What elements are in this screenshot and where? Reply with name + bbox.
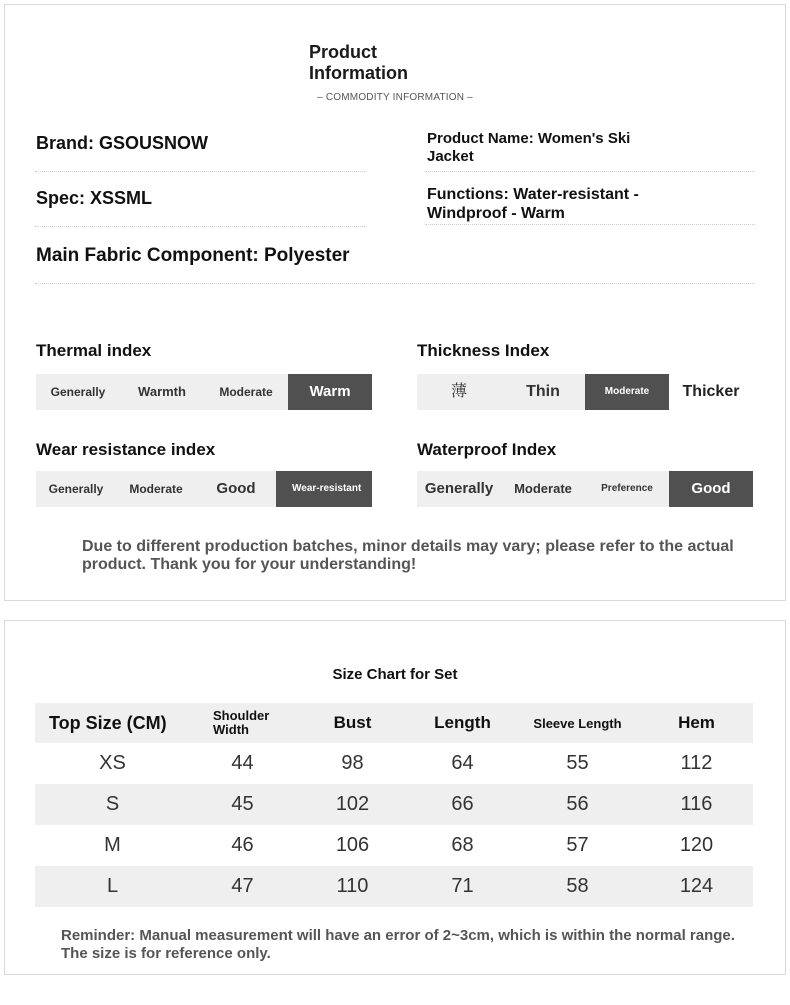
thickness-option-moderate-selected: Moderate: [585, 374, 669, 410]
cell-length: 64: [451, 752, 474, 774]
cell-hem: 116: [680, 793, 713, 815]
size-chart-title: Size Chart for Set: [332, 666, 458, 683]
wear-option-wear-resistant-selected: Wear-resistant: [276, 471, 372, 507]
table-row: [35, 825, 753, 866]
size-chart-table: [35, 703, 753, 907]
product-name-line-1: Product Name: Women's Ski: [427, 130, 631, 147]
thermal-option-warmth: Warmth: [138, 384, 186, 399]
cell-size: S: [105, 793, 120, 815]
thickness-option-thin-cn: 薄: [450, 383, 467, 400]
page-title: [309, 42, 408, 84]
thermal-index-title: Thermal index: [36, 341, 152, 360]
waterproof-option-preference: Preference: [601, 483, 653, 494]
functions-line-1: Functions: Water-resistant -: [427, 186, 639, 203]
waterproof-index-scale: [417, 471, 753, 507]
thermal-index-scale: [36, 374, 372, 410]
cell-sleeve: 57: [566, 834, 589, 856]
cell-bust: 106: [335, 834, 370, 856]
cell-hem: 124: [679, 875, 714, 897]
table-header-row: [35, 703, 753, 743]
thermal-option-warm-selected: Warm: [288, 374, 372, 410]
table-row: [35, 866, 753, 907]
cell-bust: 98: [341, 752, 364, 774]
cell-length: 66: [451, 793, 474, 815]
header-top-size: Top Size (CM): [49, 712, 167, 733]
cell-sleeve: 56: [566, 793, 589, 815]
divider: [425, 224, 755, 225]
thickness-option-thicker: Thicker: [669, 374, 753, 410]
cell-shoulder: 47: [231, 875, 254, 897]
divider: [35, 171, 365, 172]
cell-hem: 120: [679, 834, 714, 856]
wear-index-scale: [36, 471, 372, 507]
cell-size: L: [106, 875, 119, 897]
cell-bust: 102: [335, 793, 370, 815]
product-name-field: [427, 130, 630, 166]
cell-length: 71: [451, 875, 474, 897]
cell-size: M: [104, 834, 121, 856]
waterproof-option-moderate: Moderate: [514, 481, 572, 496]
waterproof-option-generally: Generally: [424, 480, 494, 497]
cell-size: XS: [99, 752, 126, 774]
wear-index-title: Wear resistance index: [36, 440, 216, 459]
divider: [35, 226, 365, 227]
title-line-1: Product: [309, 42, 378, 62]
waterproof-option-good-selected: Good: [669, 471, 753, 507]
cell-sleeve: 55: [566, 752, 589, 774]
cell-sleeve: 58: [566, 875, 589, 897]
header-shoulder-width: Shoulder Width: [213, 708, 270, 737]
disclaimer-text: Due to different production batches, minor details may vary; please refer to the actual product. Thank you for your understanding!: [82, 538, 734, 573]
table-row: [35, 743, 753, 784]
divider: [425, 171, 755, 172]
thickness-option-thin: Thin: [526, 383, 560, 400]
cell-shoulder: 44: [231, 752, 254, 774]
wear-option-good: Good: [216, 480, 256, 497]
divider: [35, 283, 755, 284]
spec-field: Spec: XSSML: [36, 188, 153, 208]
product-info-card: [4, 4, 786, 601]
cell-hem: 112: [680, 752, 713, 774]
subtitle: – COMMODITY INFORMATION –: [317, 92, 473, 103]
wear-option-generally: Generally: [48, 482, 104, 496]
header-sleeve-length: Sleeve Length: [533, 715, 622, 731]
wear-option-moderate: Moderate: [129, 482, 183, 496]
thermal-option-moderate: Moderate: [219, 385, 273, 399]
header-length: Length: [434, 713, 491, 732]
brand-field: Brand: GSOUSNOW: [36, 133, 209, 153]
cell-bust: 110: [336, 875, 369, 897]
cell-shoulder: 45: [231, 793, 254, 815]
cell-shoulder: 46: [231, 834, 254, 856]
cell-length: 68: [451, 834, 474, 856]
thermal-option-generally: Generally: [50, 385, 106, 399]
waterproof-index-title: Waterproof Index: [417, 440, 557, 459]
header-bust: Bust: [333, 713, 372, 732]
reminder-text: Reminder: Manual measurement will have an error of 2~3cm, which is within the normal range. The size is for reference only.: [61, 927, 735, 962]
size-chart-card: [4, 620, 786, 975]
title-line-2: Information: [309, 63, 408, 83]
thickness-index-title: Thickness Index: [417, 341, 550, 360]
fabric-field: Main Fabric Component: Polyester: [36, 245, 350, 266]
header-hem: Hem: [678, 713, 715, 732]
functions-field: [427, 185, 639, 223]
thickness-index-scale: [417, 374, 753, 410]
table-row: [35, 784, 753, 825]
functions-line-2: Windproof - Warm: [427, 205, 565, 222]
product-name-line-2: Jacket: [427, 148, 474, 165]
